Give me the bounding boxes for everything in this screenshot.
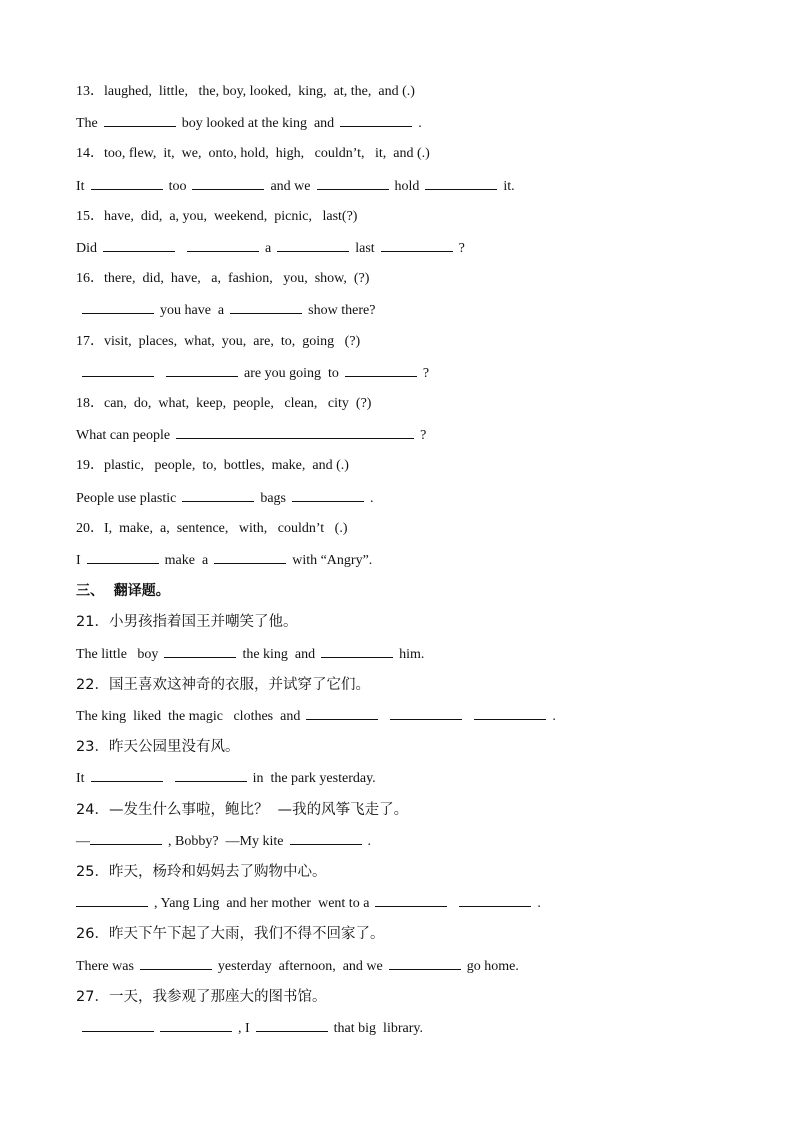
question-line xyxy=(76,331,360,353)
answer-blank[interactable] xyxy=(381,237,453,252)
translation-prompt xyxy=(76,986,326,1008)
answer-line xyxy=(76,767,376,789)
line-text: are you going to xyxy=(244,365,339,381)
answer-blank[interactable] xyxy=(214,549,286,564)
answer-blank[interactable] xyxy=(82,1017,154,1032)
line-text: yesterday afternoon, and we xyxy=(217,958,383,974)
line-text: . xyxy=(537,896,541,912)
line-text: it. xyxy=(503,178,515,194)
answer-line xyxy=(76,830,371,852)
line-text: 14．too, flew, it, we, onto, hold, high, couldn’t, it, and (.) xyxy=(76,146,430,162)
answer-blank[interactable] xyxy=(321,643,393,658)
line-text: The xyxy=(76,116,98,132)
answer-blank[interactable] xyxy=(91,767,163,782)
answer-blank[interactable] xyxy=(425,175,497,190)
line-text: 20．I, make, a, sentence, with, couldn’t (.) xyxy=(76,520,348,536)
line-text: with “Angry”. xyxy=(292,553,373,568)
translation-prompt xyxy=(76,674,370,696)
answer-blank[interactable] xyxy=(292,487,364,502)
answer-line xyxy=(76,892,541,914)
line-text: 22．国王喜欢这神奇的衣服，并试穿了它们。 xyxy=(76,676,370,693)
answer-line xyxy=(76,487,373,509)
answer-line xyxy=(76,175,515,197)
answer-line xyxy=(76,955,519,977)
line-text: . xyxy=(418,116,422,132)
line-text: too xyxy=(168,178,187,194)
translation-prompt xyxy=(76,611,297,633)
line-text: People use plastic xyxy=(76,490,177,506)
answer-blank[interactable] xyxy=(389,955,461,970)
answer-blank[interactable] xyxy=(474,705,546,720)
answer-line xyxy=(76,362,429,384)
answer-blank[interactable] xyxy=(82,362,154,377)
line-text: , Yang Ling and her mother went to a xyxy=(154,896,370,912)
answer-line xyxy=(76,1017,423,1039)
answer-blank[interactable] xyxy=(187,237,259,252)
answer-blank[interactable] xyxy=(166,362,238,377)
line-text: It xyxy=(76,771,85,787)
line-text: 13．laughed, little, the, boy, looked, king, at, the, and (.) xyxy=(76,84,415,99)
answer-line xyxy=(76,549,372,571)
line-text: boy looked at the king and xyxy=(181,116,335,132)
line-text: ? xyxy=(458,241,465,256)
line-text: 三、 翻译题。 xyxy=(76,583,170,600)
answer-blank[interactable] xyxy=(104,112,176,127)
line-text: 15．have, did, a, you, weekend, picnic, last(?) xyxy=(76,208,358,224)
answer-blank[interactable] xyxy=(306,705,378,720)
line-text: last xyxy=(355,241,375,256)
answer-blank[interactable] xyxy=(230,299,302,314)
line-text: 23．昨天公园里没有风。 xyxy=(76,739,240,756)
line-text: him. xyxy=(399,646,425,662)
line-text: There was xyxy=(76,958,134,974)
question-line xyxy=(76,393,371,415)
line-text: a xyxy=(265,241,272,256)
answer-blank[interactable] xyxy=(182,487,254,502)
line-text: 21．小男孩指着国王并嘲笑了他。 xyxy=(76,614,298,631)
line-text: make a xyxy=(164,553,209,568)
line-text: go home. xyxy=(466,958,519,974)
answer-blank[interactable] xyxy=(340,112,412,127)
line-text: . xyxy=(552,709,556,724)
line-text: , I xyxy=(238,1021,250,1036)
section-heading xyxy=(76,580,170,602)
answer-blank[interactable] xyxy=(76,892,148,907)
answer-line xyxy=(76,643,424,665)
answer-blank[interactable] xyxy=(160,1017,232,1032)
answer-blank[interactable] xyxy=(375,892,447,907)
question-line xyxy=(76,81,415,103)
line-text: The little boy xyxy=(76,646,159,662)
line-text: and we xyxy=(270,178,311,194)
answer-blank[interactable] xyxy=(192,175,264,190)
answer-line xyxy=(76,237,465,259)
line-text: 19．plastic, people, to, bottles, make, and (.) xyxy=(76,458,349,474)
line-text: 18．can, do, what, keep, people, clean, city (?) xyxy=(76,396,372,411)
answer-blank[interactable] xyxy=(82,299,154,314)
question-line xyxy=(76,518,348,540)
line-text: you have a xyxy=(160,303,225,319)
line-text: It xyxy=(76,178,85,194)
line-text: . xyxy=(369,490,374,506)
answer-blank[interactable] xyxy=(103,237,175,252)
line-text: , Bobby? —My kite xyxy=(168,833,284,849)
answer-line xyxy=(76,705,556,727)
translation-prompt xyxy=(76,736,239,758)
line-text: hold xyxy=(394,178,420,194)
answer-line xyxy=(76,112,422,134)
answer-blank[interactable] xyxy=(87,549,159,564)
answer-blank[interactable] xyxy=(91,175,163,190)
line-text: The king liked the magic clothes and xyxy=(76,709,301,724)
translation-prompt xyxy=(76,861,326,883)
answer-line xyxy=(76,424,426,446)
answer-blank[interactable] xyxy=(345,362,417,377)
answer-blank[interactable] xyxy=(290,830,362,845)
line-text: in the park yesterday. xyxy=(252,771,376,787)
line-text: I xyxy=(76,553,81,568)
answer-blank[interactable] xyxy=(277,237,349,252)
line-text: 16．there, did, have, a, fashion, you, show, (?) xyxy=(76,271,370,287)
answer-blank[interactable] xyxy=(140,955,212,970)
answer-blank[interactable] xyxy=(256,1017,328,1032)
line-text: ? xyxy=(422,365,430,381)
line-text: the king and xyxy=(242,646,316,662)
answer-blank[interactable] xyxy=(164,643,236,658)
line-text: What can people xyxy=(76,428,171,444)
answer-blank[interactable] xyxy=(459,892,531,907)
question-line xyxy=(76,455,349,477)
answer-blank[interactable] xyxy=(390,705,462,720)
line-text: — xyxy=(76,833,90,849)
line-text: show there? xyxy=(308,303,376,319)
line-text: 24．—发生什么事啦，鲍比？ —我的风筝飞走了。 xyxy=(76,801,409,818)
question-line xyxy=(76,143,430,165)
line-text: 17．visit, places, what, you, are, to, going (?) xyxy=(76,333,361,349)
line-text: 27．一天，我参观了那座大的图书馆。 xyxy=(76,988,327,1005)
translation-prompt xyxy=(76,923,384,945)
question-line xyxy=(76,268,369,290)
answer-blank[interactable] xyxy=(90,830,162,845)
answer-line xyxy=(76,299,375,321)
line-text: 25．昨天，杨玲和妈妈去了购物中心。 xyxy=(76,864,327,880)
line-text: . xyxy=(367,833,371,849)
line-text: bags xyxy=(260,490,286,506)
translation-prompt xyxy=(76,799,408,821)
answer-blank[interactable] xyxy=(175,767,247,782)
answer-blank[interactable] xyxy=(317,175,389,190)
line-text: 26．昨天下午下起了大雨，我们不得不回家了。 xyxy=(76,926,385,943)
question-line xyxy=(76,206,357,228)
line-text: ? xyxy=(420,428,427,444)
answer-blank[interactable] xyxy=(176,424,414,439)
line-text: that big library. xyxy=(333,1021,423,1036)
line-text: Did xyxy=(76,241,97,256)
